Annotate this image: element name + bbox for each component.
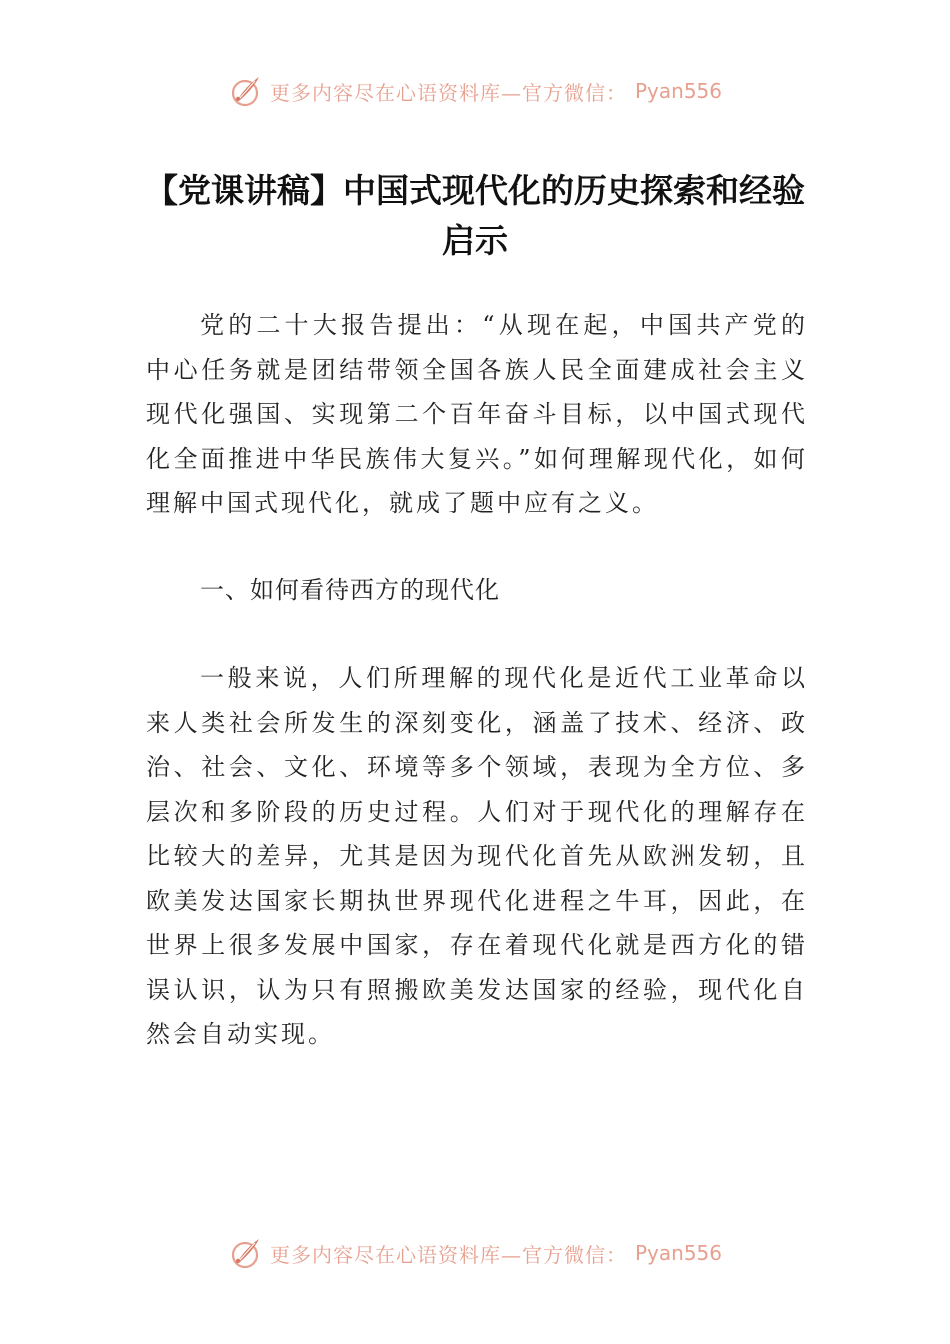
- watermark-text: 更多内容尽在心语资料库—官方微信：: [269, 80, 627, 105]
- paragraph-body: 一般来说，人们所理解的现代化是近代工业革命以来人类社会所发生的深刻变化，涵盖了技术、经济、政治、社会、文化、环境等多个领域，表现为全方位、多层次和多阶段的历史过程。人们对于现代化的理解存在比较大的差异，尤其是因为现代化首先从欧洲发轫，且欧美发达国家长期执世界现代化进程之牛耳，因此，在世界上很多发展中国家，存在着现代化就是西方化的错误认识，认为只有照搬欧美发达国家的经验，现代化自然会自动实现。: [146, 664, 808, 1048]
- feather-logo-icon: [228, 1236, 262, 1270]
- paragraph-intro: 党的二十大报告提出：“从现在起，中国共产党的中心任务就是团结带领全国各族人民全面建成社会主义现代化强国、实现第二个百年奋斗目标，以中国式现代化全面推进中华民族伟大复兴。”如何理解现代化，如何理解中国式现代化，就成了题中应有之义。: [146, 311, 808, 517]
- watermark-handle: Pyan556: [634, 1241, 722, 1265]
- header-watermark: [0, 74, 950, 108]
- watermark-text: 更多内容尽在心语资料库—官方微信：: [269, 1242, 627, 1267]
- document-title: 【党课讲稿】中国式现代化的历史探索和经验启示: [145, 171, 805, 260]
- watermark-handle: Pyan556: [634, 79, 722, 103]
- section-heading: 一、如何看待西方的现代化: [200, 576, 500, 604]
- feather-logo-icon: [228, 74, 262, 108]
- footer-watermark: [0, 1236, 950, 1270]
